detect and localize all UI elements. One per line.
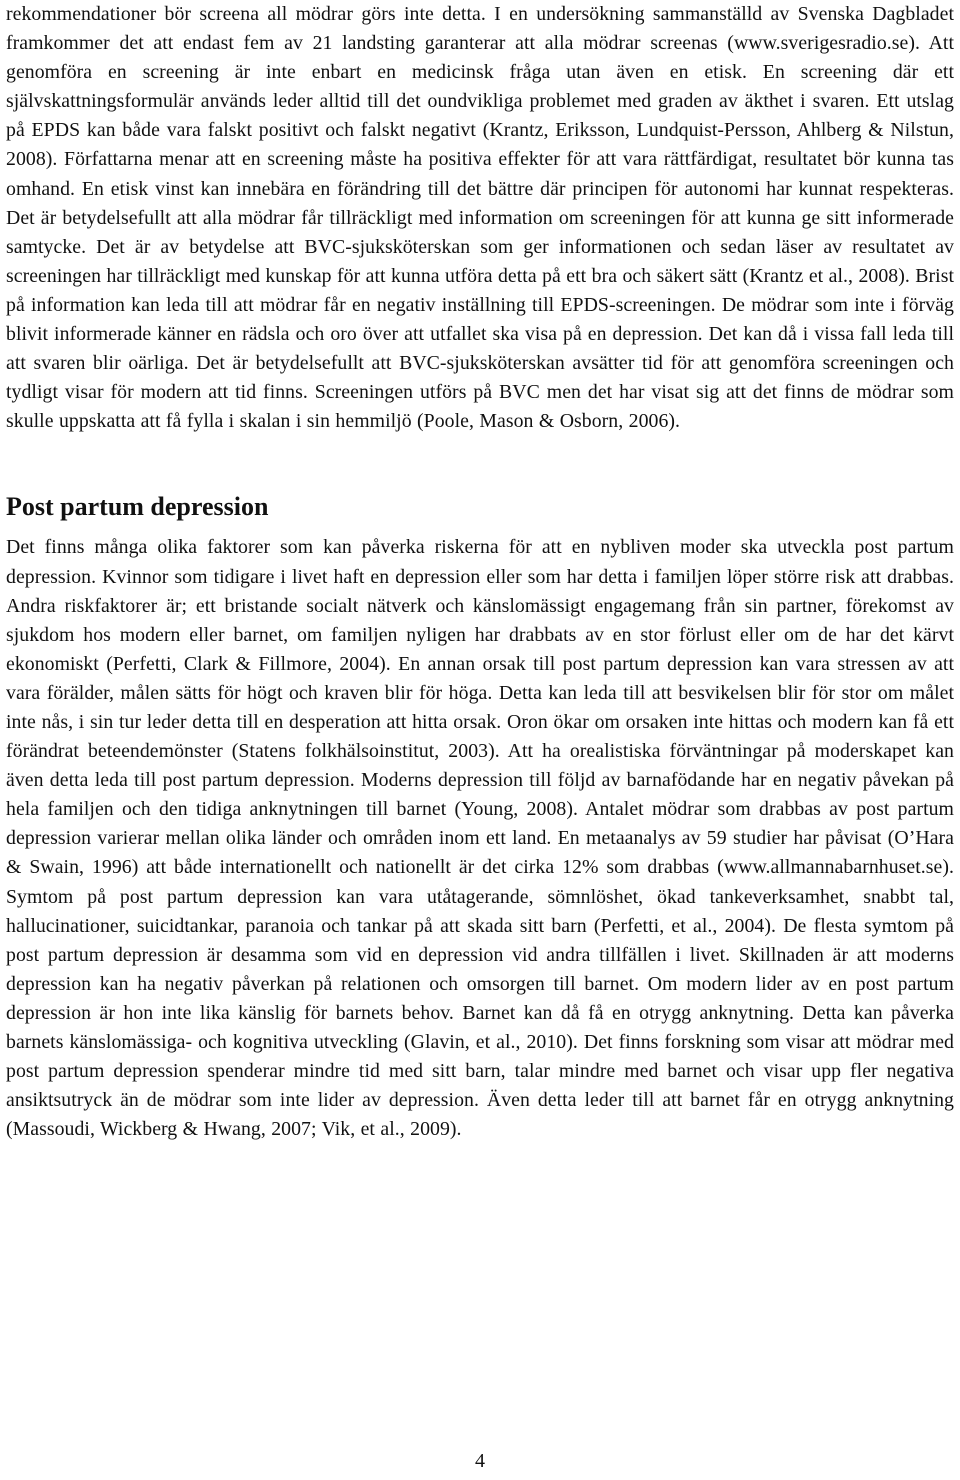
page-number: 4 xyxy=(475,1450,485,1472)
section-heading: Post partum depression xyxy=(6,492,269,522)
document-page xyxy=(6,0,954,1144)
body-paragraph-screening: rekommendationer bör screena all mödrar görs inte detta. I en undersökning sammanställd av Svenska Dagbladet framkommer det att endast fem av 21 landsting garanterar att alla mödrar screenas (www.sverigesradio.se). Att genomföra en screening är inte enbart en medicinsk fråga utan även en etisk. En screening där ett självskattningsformulär används leder alltid till det oundvikliga problemet med graden av äkthet i svaren. Ett utslag på EPDS kan både vara falskt positivt och falskt negativt (Krantz, Eriksson, Lundquist-Persson, Ahlberg & Nilstun, 2008). Författarna menar att en screening måste ha positiva effekter för att vara rättfärdigat, resultatet bör kunna tas omhand. En etisk vinst kan innebära en förändring till det bättre där principen för autonomi har kunnat respekteras. Det är betydelsefullt att alla mödrar får tillräckligt med information om screeningen för att kunna ge sitt informerade samtycke. Det är av betydelse att BVC-sjuksköterskan som ger informationen och sedan läser av resultatet av screeningen har tillräckligt med kunskap för att kunna utföra detta på ett bra och säkert sätt (Krantz et al., 2008). Brist på information kan leda till att mödrar får en negativ inställning till EPDS-screeningen. De mödrar som inte i förväg blivit informerade känner en rädsla och oro över att utfallet ska visa på en depression. Det kan då i vissa fall leda till att svaren blir oärliga. Det är betydelsefullt att BVC-sjuksköterskan avsätter tid för att genomföra screeningen och tydligt visar för modern att tid finns. Screeningen utförs på BVC men det har visat sig att det finns de mödrar som skulle uppskatta att få fylla i skalan i sin hemmiljö (Poole, Mason & Osborn, 2006). xyxy=(6,3,954,433)
body-paragraph-post-partum: Det finns många olika faktorer som kan påverka riskerna för att en nybliven moder ska utveckla post partum depression. Kvinnor som tidigare i livet haft en depression eller som har detta i familjen löper större risk att drabbas. Andra riskfaktorer är; ett bristande socialt nätverk och känslomässigt engagemang från sin partner, förekomst av sjukdom hos modern eller barnet, om familjen nyligen har drabbats av en stor förlust eller om de har det kärvt ekonomiskt (Perfetti, Clark & Fillmore, 2004). En annan orsak till post partum depression kan vara stressen av att vara förälder, målen sätts för högt och kraven blir för höga. Detta kan leda till att besvikelsen blir för stor om målet inte nås, i sin tur leder detta till en desperation att hitta orsak. Oron ökar om orsaken inte hittas och modern kan få ett förändrat beteendemönster (Statens folkhälsoinstitut, 2003). Att ha orealistiska förväntningar på moderskapet kan även detta leda till post partum depression. Moderns depression till följd av barnafödande har en negativ påvekan på hela familjen och den tidiga anknytningen till barnet (Young, 2008). Antalet mödrar som drabbas av post partum depression varierar mellan olika länder och områden inom ett land. En metaanalys av 59 studier har påvisat (O’Hara & Swain, 1996) att både internationellt och nationellt är det cirka 12% som drabbas (www.allmannabarnhuset.se). Symtom på post partum depression kan vara utåtagerande, sömnlöshet, ökad tankeverksamhet, snabbt tal, hallucinationer, suicidtankar, paranoia och tankar på att skada sitt barn (Perfetti, et al., 2004). De flesta symtom på post partum depression är desamma som vid en depression vid andra tillfällen i livet. Skillnaden är att moderns depression kan ha negativ påverkan på relationen och omsorgen till barnet. Om modern lider av en post partum depression är hon inte lika känslig för barnets behov. Barnet kan då få en otrygg anknytning. Detta kan påverka barnets känslomässiga- och kognitiva utveckling (Glavin, et al., 2010). Det finns forskning som visar att mödrar med post partum depression spenderar mindre tid med sitt barn, talar mindre med barnet och visar upp fler negativa ansiktsutryck än de mödrar som inte lider av depression. Även detta leder till att barnet får en otrygg anknytning (Massoudi, Wickberg & Hwang, 2007; Vik, et al., 2009). xyxy=(6,536,954,1141)
